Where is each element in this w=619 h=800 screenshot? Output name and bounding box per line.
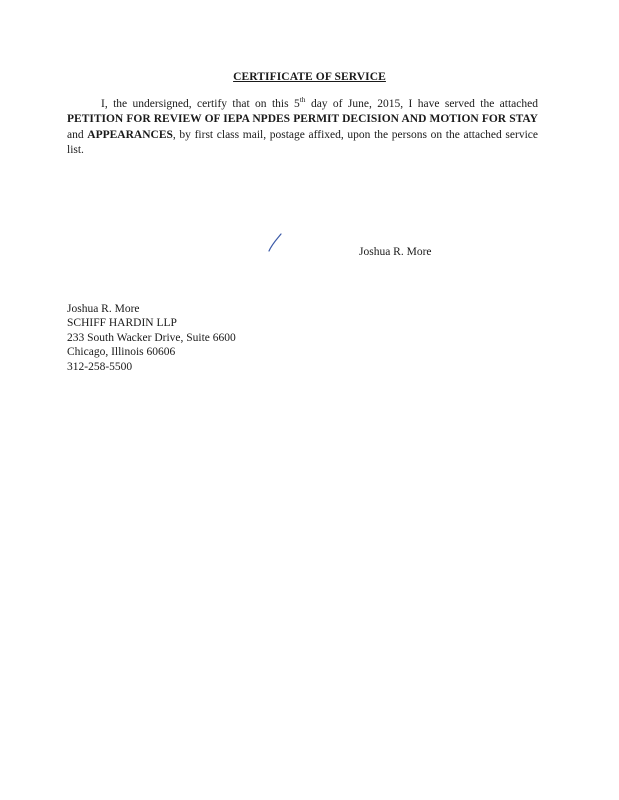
signature-mark (266, 233, 284, 253)
paragraph-text-4: , by first class mail, postage affixed, upon the persons on the attached service list. (67, 128, 538, 157)
address-firm: SCHIFF HARDIN LLP (67, 317, 177, 330)
served-appearances-title: APPEARANCES (87, 128, 173, 141)
address-name: Joshua R. More (67, 303, 140, 315)
paragraph-text-1: I, the undersigned, certify that on this 5 (101, 98, 300, 110)
address-street: 233 South Wacker Drive, Suite 6600 (67, 331, 236, 344)
ordinal-suffix: th (299, 95, 306, 105)
document-title: CERTIFICATE OF SERVICE (233, 71, 386, 83)
served-document-title: PETITION FOR REVIEW OF IEPA NPDES PERMIT DECISION AND MOTION FOR STAY (67, 113, 538, 126)
address-phone: 312-258-5500 (67, 360, 133, 373)
paragraph-text-3: and (67, 128, 88, 141)
address-block (67, 302, 236, 374)
signer-name: Joshua R. More (359, 246, 432, 258)
address-city: Chicago, Illinois 60606 (67, 346, 176, 359)
paragraph-text-2: day of June, 2015, I have served the attached (305, 98, 538, 110)
certification-paragraph (67, 97, 538, 159)
